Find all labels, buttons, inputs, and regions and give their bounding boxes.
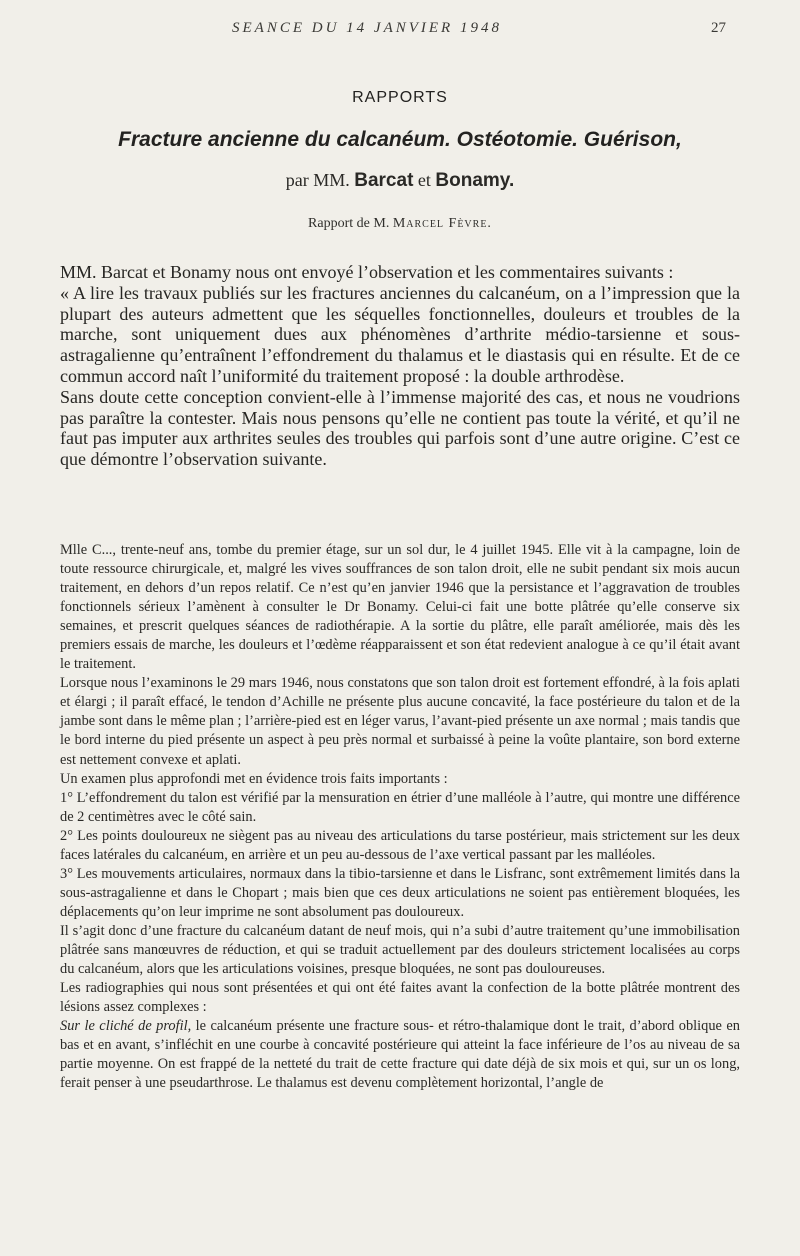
observation-paragraph-9 (60, 1017, 740, 1093)
lead-paragraph-2: « A lire les travaux publiés sur les fractures anciennes du calcanéum, on a l’impression que la plupart des auteurs admettent que les séquelles fonctionnelles, douleurs et troubles de la marche, sont uniquement dues aux phénomènes d’arthrite médio-tarsienne et sous-astragalienne qu’entraînent l’effondrement du thalamus et le diastasis qui en résulte. Et de ce commun accord naît l’uniformité du traitement proposé : la double arthrodèse. (60, 282, 740, 386)
lead-paragraph-1: MM. Barcat et Bonamy nous ont envoyé l’observation et les commentaires suivants : (60, 262, 674, 282)
author-2: Bonamy. (435, 170, 515, 191)
lead-paragraph-3: Sans doute cette conception convient-elle à l’immense majorité des cas, et nous ne voudrions pas paraître la contester. Mais nous pensons qu’elle ne contient pas toute la vérité, et qu’il ne faut pas imputer aux arthrites seules des troubles qui parfois sont d’une autre origine. C’est ce que démontre l’observation suivante. (60, 386, 740, 470)
report-byline (0, 216, 800, 232)
lead-text (60, 262, 740, 470)
authors-line (0, 170, 800, 192)
observation-paragraph-4: 1° L’effondrement du talon est vérifié par la mensuration en étrier d’une malléole à l’autre, qui montre une différence de 2 centimètres avec le côté sain. (60, 789, 740, 825)
author-1: Barcat (354, 170, 414, 191)
page-number: 27 (711, 20, 726, 36)
observation-paragraph-9-rest: le calcanéum présente une fracture sous- et rétro-thalamique dont le trait, d’abord oblique en bas et en avant, s’infléchit en une courbe à concavité postérieure qui atteint la face inférieure de l’os au niveau de sa partie moyenne. On est frappé de la netteté du trait de cette fracture qui date déjà de six mois et qui, sur un os long, ferait penser à une pseudarthrose. Le thalamus est devenu complètement horizontal, l’angle de (60, 1018, 740, 1092)
report-prefix: Rapport de M. (308, 216, 390, 231)
authors-prefix: par MM. (285, 170, 350, 190)
article-title: Fracture ancienne du calcanéum. Ostéotomie. Guérison, (118, 128, 682, 151)
observation-paragraph-5: 2° Les points douloureux ne siègent pas au niveau des articulations du tarse postérieur, mais strictement sur les deux faces latérales du calcanéum, en arrière et un peu au-dessous de l’axe vertical passant par les malléoles. (60, 827, 740, 863)
observation-paragraph-6: 3° Les mouvements articulaires, normaux dans la tibio-tarsienne et dans le Lisfranc, sont extrêmement limités dans la sous-astragalienne et dans le Chopart ; mais bien que ces deux articulations ne soient pas entièrement bloquées, les déplacements qu’on leur imprime ne sont absolument pas douloureux. (60, 865, 740, 920)
authors-joiner: et (417, 170, 431, 190)
observation-paragraph-8: Les radiographies qui nous sont présentées et qui ont été faites avant la confection de la botte plâtrée montrent des lésions assez complexes : (60, 980, 740, 1016)
observation-paragraph-7: Il s’agit donc d’une fracture du calcanéum datant de neuf mois, qui n’a subi d’autre traitement qu’une immobilisation plâtrée sans manœuvres de réduction, et qui se traduit actuellement par des douleurs strictement localisées au corps du calcanéum, alors que les articulations voisines, presque bloquées, ne sont pas douloureuses. (60, 922, 740, 978)
observation-paragraph-2: Lorsque nous l’examinons le 29 mars 1946, nous constatons que son talon droit est fortement effondré, à la fois aplati et élargi ; il paraît effacé, le tendon d’Achille ne présente plus aucune concavité, la face postérieure du talon et de la jambe sont dans le même plan ; l’arrière-pied est en léger varus, l’avant-pied présente un axe normal ; mais tandis que le bord interne du pied présente un aspect à peu près normal et surbaissé à peine la voûte plantaire, son bord externe est nettement convexe et aplati. (60, 675, 740, 768)
report-author: Marcel Fèvre. (392, 216, 492, 231)
section-heading: RAPPORTS (352, 89, 448, 106)
observation-text (60, 541, 740, 1093)
observation-paragraph-3: Un examen plus approfondi met en évidence trois faits importants : (60, 770, 448, 787)
observation-paragraph-1: Mlle C..., trente-neuf ans, tombe du premier étage, sur un sol dur, le 4 juillet 1945. Elle vit à la campagne, loin de toute ressource chirurgicale, et, malgré les vives souffrances de son talon droit, elle ne subit pendant six mois aucun traitement, en dehors d’un repos relatif. Ce n’est qu’en janvier 1946 que la persistance et l’aggravation de troubles fonctionnels sérieux l’amènent à consulter le Dr Bonamy. Celui-ci fait une botte plâtrée qu’elle conserve six semaines, et prescrit quelques séances de radiothérapie. A la sortie du plâtre, elle paraît améliorée, mais dès les premiers essais de marche, les douleurs et l’œdème réapparaissent et son état redevient analogue à ce qu’il était avant le traitement. (60, 542, 740, 673)
observation-paragraph-9-italic: Sur le cliché de profil, (60, 1018, 192, 1035)
running-head: SEANCE DU 14 JANVIER 1948 (232, 20, 502, 36)
